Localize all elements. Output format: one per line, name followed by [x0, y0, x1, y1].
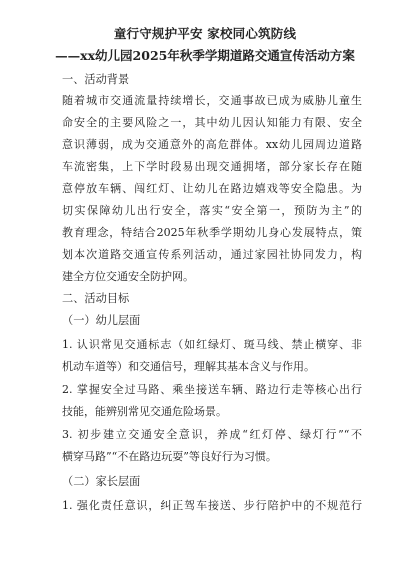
section-heading-goals: 二、活动目标 [62, 292, 130, 305]
document-title: 童行守规护平安 家校同心筑防线 [113, 26, 297, 41]
background-line: 意识薄弱，成为交通意外的高危群体。xx幼儿园周边道路 [62, 138, 362, 151]
background-line: 随着城市交通流量持续增长，交通事故已成为威胁儿童生 [62, 94, 362, 107]
background-line: 教育理念，特结合2025年秋季学期幼儿身心发展特点，策 [62, 226, 362, 239]
subsection-heading-parents: （二）家长层面 [62, 475, 141, 488]
background-line: 命安全的主要风险之一，其中幼儿因认知能力有限、安全 [62, 116, 362, 129]
background-line: 切实保障幼儿出行安全，落实“安全第一，预防为主”的 [62, 204, 362, 217]
goal-item-line: 1. 强化责任意识，纠正驾车接送、步行陪护中的不规范行 [62, 499, 362, 512]
goal-item-line: 2. 掌握安全过马路、乘坐接送车辆、路边行走等核心出行 [62, 383, 362, 396]
section-heading-background: 一、活动背景 [62, 73, 130, 86]
goal-item-line: 技能，能辨别常见交通危险场景。 [62, 405, 227, 418]
subsection-heading-children: （一）幼儿层面 [62, 314, 141, 327]
background-line: 建全方位交通安全防护网。 [62, 270, 194, 283]
goal-item-line: 1. 认识常见交通标志（如红绿灯、斑马线、禁止横穿、非 [62, 338, 362, 351]
document-subtitle: ——xx幼儿园2025年秋季学期道路交通宣传活动方案 [55, 48, 355, 63]
goal-item-line: 横穿马路”“不在路边玩耍”等良好行为习惯。 [62, 450, 277, 463]
background-line: 车流密集，上下学时段易出现交通拥堵，部分家长存在随 [62, 160, 362, 173]
background-line: 划本次道路交通宣传系列活动，通过家园社协同发力，构 [62, 248, 362, 261]
goal-item-line: 机动车道等）和交通信号，理解其基本含义与作用。 [62, 360, 315, 373]
goal-item-line: 3. 初步建立交通安全意识，养成“红灯停、绿灯行”“不 [62, 428, 362, 441]
background-line: 意停放车辆、闯红灯、让幼儿在路边嬉戏等安全隐患。为 [62, 182, 362, 195]
